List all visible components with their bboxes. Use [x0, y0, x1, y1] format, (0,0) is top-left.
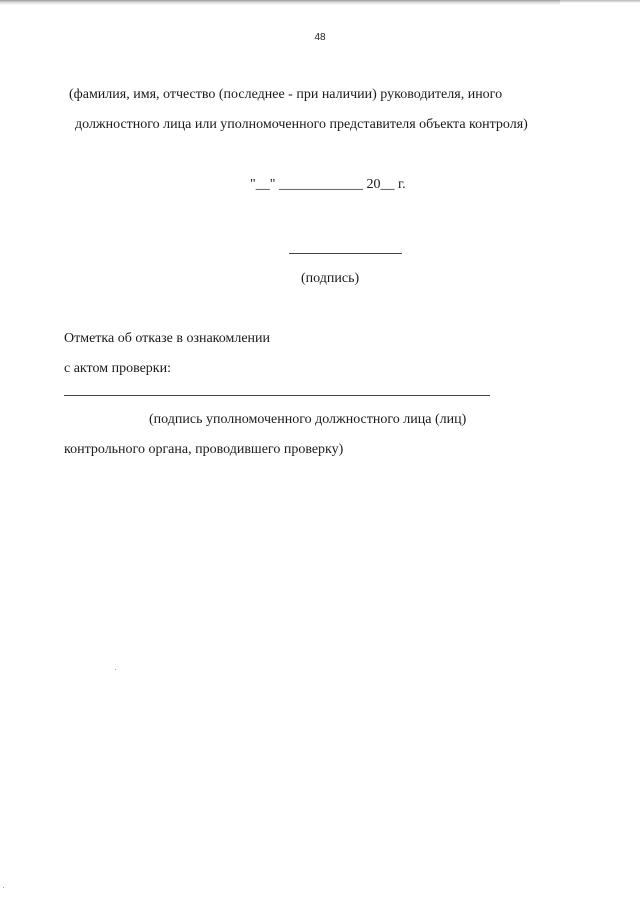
scan-speck: [115, 669, 116, 670]
scan-edge-artifact-right: [560, 0, 640, 3]
signature-line: [289, 253, 402, 254]
date-year-prefix: 20: [366, 177, 381, 192]
scan-edge-artifact: [0, 0, 560, 5]
representative-caption-line-1: (фамилия, имя, отчество (последнее - при наличии) руководителя, иного: [69, 87, 503, 102]
refusal-note-line-1: Отметка об отказе в ознакомлении: [64, 331, 271, 346]
date-year-suffix: г.: [397, 177, 406, 192]
date-quote-close: ": [269, 177, 276, 192]
date-day-blank: __: [255, 177, 270, 192]
official-signature-caption-line-2: контрольного органа, проводившего проверку): [64, 442, 344, 457]
date-month-blank: ____________: [278, 177, 363, 192]
page-number: 48: [314, 32, 326, 43]
official-signature-line: [64, 395, 490, 396]
date-year-blank: __: [380, 177, 395, 192]
official-signature-caption-line-1: (подпись уполномоченного должностного лица (лиц): [149, 412, 467, 427]
signature-caption: (подпись): [301, 271, 360, 286]
representative-caption-line-2: должностного лица или уполномоченного представителя объекта контроля): [75, 117, 528, 132]
date-line: [250, 176, 406, 194]
refusal-note-line-2: с актом проверки:: [64, 361, 171, 376]
scan-speck: [3, 887, 4, 888]
date-quote-open: ": [250, 177, 256, 192]
